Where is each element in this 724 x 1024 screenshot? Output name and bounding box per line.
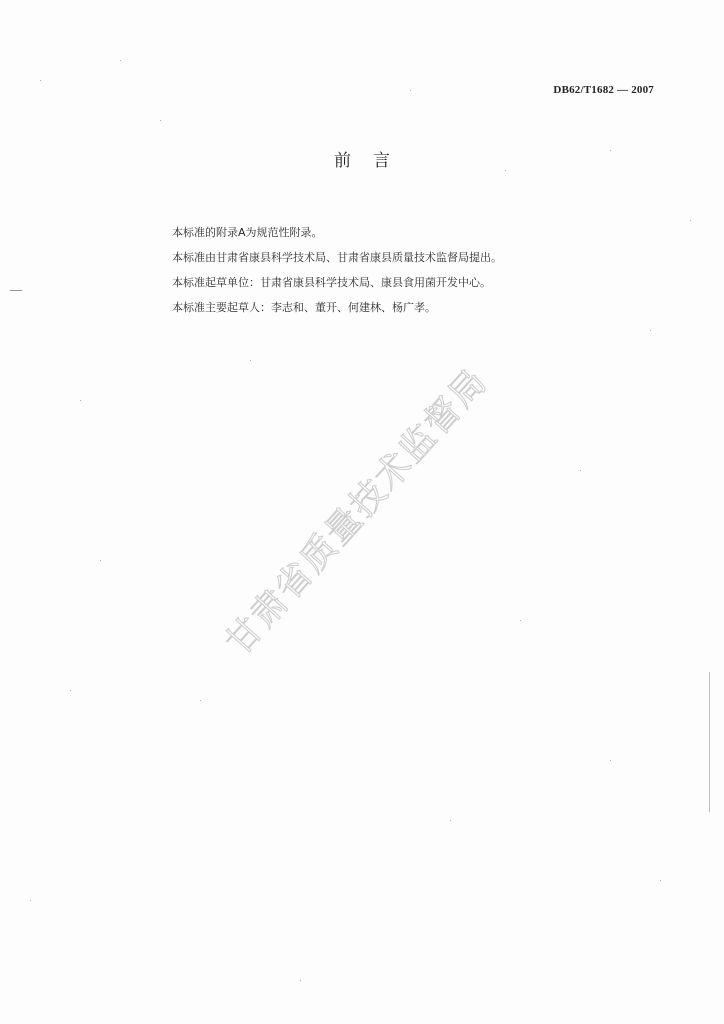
scan-speck [80,400,81,401]
scan-speck [650,330,651,331]
scan-speck [300,980,301,981]
page-title: 前言 [334,151,412,171]
scan-speck [410,90,411,91]
scan-speck [610,760,611,761]
scan-speck [520,620,521,621]
scan-speck [580,470,581,471]
scan-speck [690,220,691,221]
scan-speck [70,690,71,691]
scan-speck [660,880,661,881]
scan-speck [40,80,41,81]
paragraph-drafters: 本标准主要起草人：李志和、董开、何建林、杨广孝。 [172,301,436,314]
paragraph-proposer: 本标准由甘肃省康县科学技术局、甘肃省康县质量技术监督局提出。 [172,251,502,264]
scan-speck [30,900,31,901]
scan-speck [160,120,161,121]
scan-speck [505,170,506,171]
paragraph-drafting-units: 本标准起草单位：甘肃省康县科学技术局、康县食用菌开发中心。 [172,276,491,289]
scan-edge-line [709,672,710,812]
scan-speck [450,820,451,821]
paragraph-appendix: 本标准的附录A为规范性附录。 [172,226,323,239]
scan-speck [100,560,101,561]
scan-speck [200,700,201,701]
scan-edge-mark [10,290,22,291]
scan-speck [250,360,251,361]
document-code: DB62/T1682 — 2007 [553,84,654,96]
scan-speck [610,150,611,151]
foreword-body [172,226,642,326]
scan-speck [120,60,121,61]
watermark: 甘肃省质量技术监督局 [218,361,496,663]
